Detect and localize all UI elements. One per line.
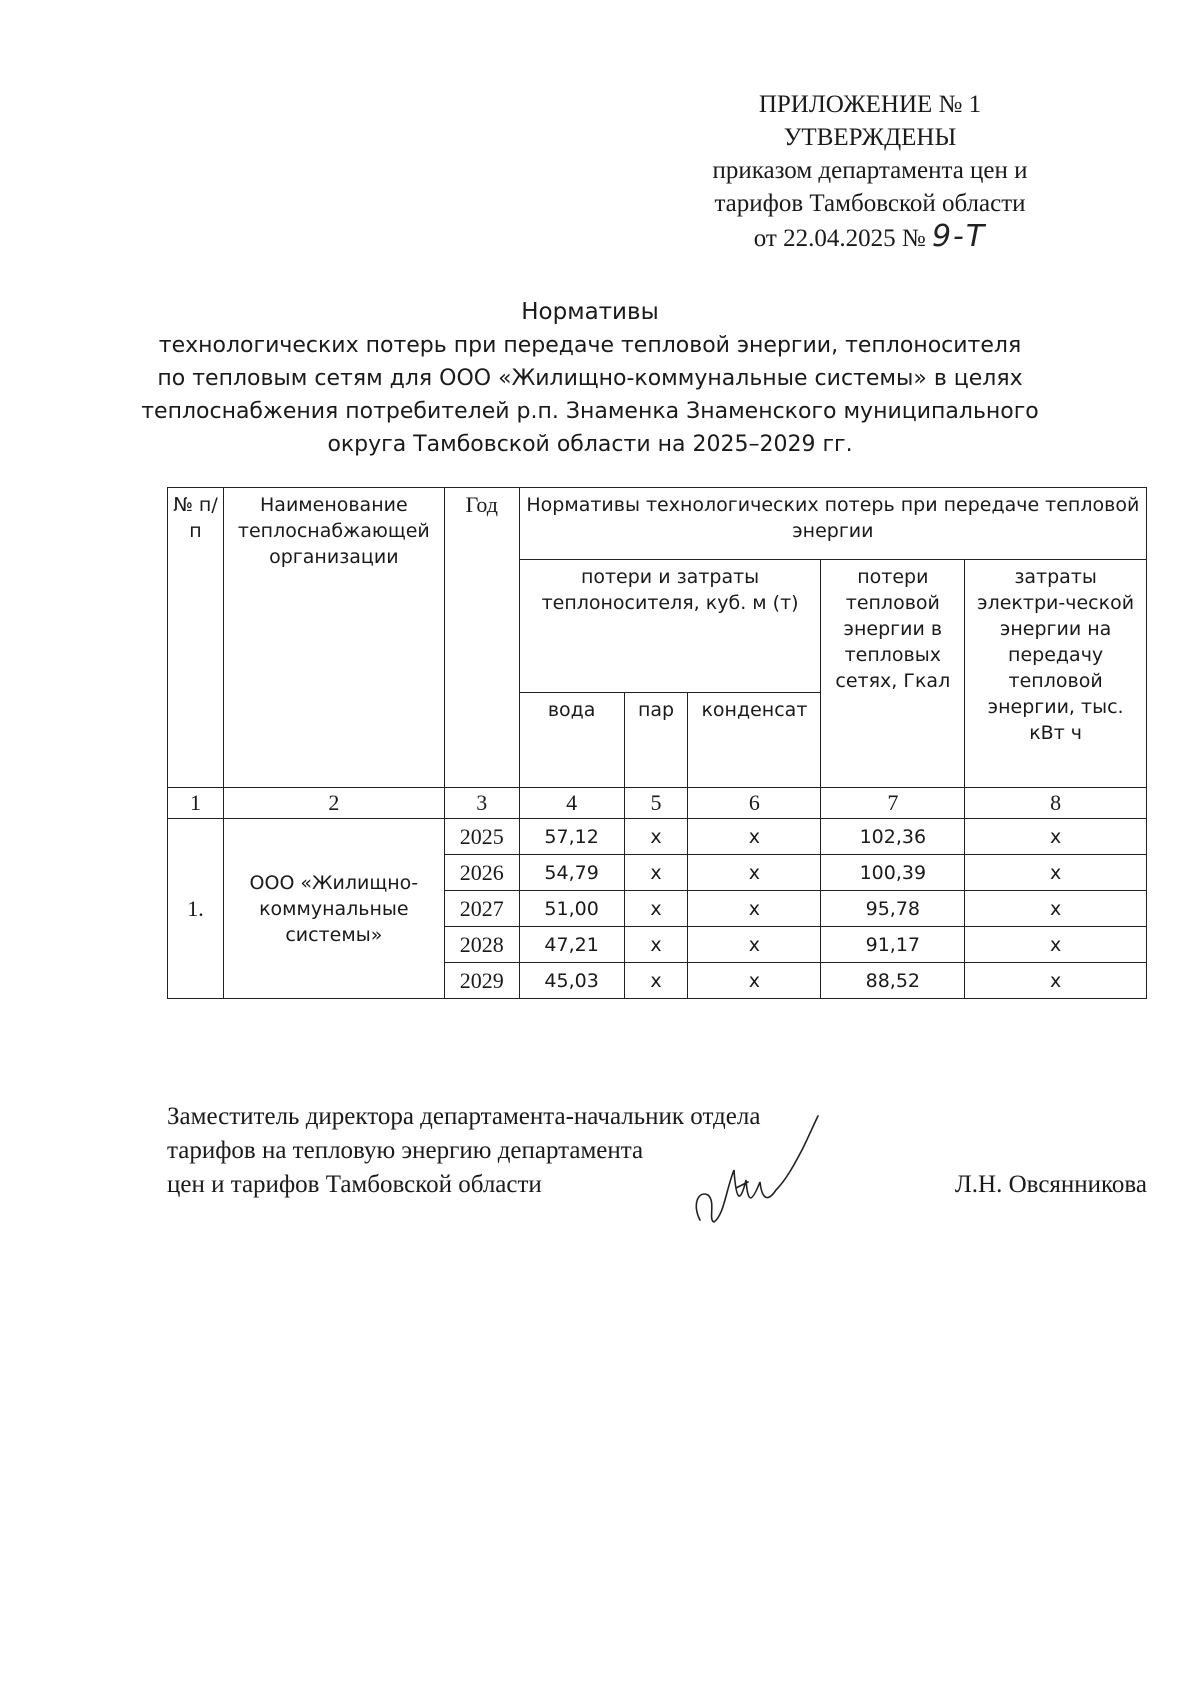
header-year: Год [444,488,519,788]
water-cell: 57,12 [519,819,624,855]
header-row-1 [168,488,1147,560]
header-org: Наименование теплоснабжающей организации [223,488,444,788]
condensate-cell: х [688,891,821,927]
title-line-3: по тепловым сетям для ООО «Жилищно-коммунальные системы» в целях [157,366,1023,391]
header-num: № п/п [168,488,224,788]
steam-cell: х [624,855,688,891]
col-number: 8 [965,788,1147,819]
electric-cell: х [965,963,1147,999]
year-cell: 2027 [444,891,519,927]
order-line-1: приказом департамента цен и [712,157,1028,184]
electric-cell: х [965,855,1147,891]
norms-table [167,487,1147,999]
col-number: 2 [223,788,444,819]
header-heat-loss: потери тепловой энергии в тепловых сетях, Гкал [821,560,965,788]
steam-cell: х [624,891,688,927]
col-number: 6 [688,788,821,819]
heat-loss-cell: 102,36 [821,819,965,855]
electric-cell: х [965,891,1147,927]
steam-cell: х [624,819,688,855]
title-line-4: теплоснабжения потребителей р.п. Знаменка Знаменского муниципального [141,399,1039,424]
year-cell: 2025 [444,819,519,855]
condensate-cell: х [688,927,821,963]
appendix-label: ПРИЛОЖЕНИЕ № 1 [758,91,982,118]
col-number: 3 [444,788,519,819]
header-water: вода [519,693,624,788]
order-date: от 22.04.2025 № [753,225,926,252]
document-title [120,296,1060,461]
year-cell: 2028 [444,927,519,963]
col-number: 5 [624,788,688,819]
column-number-row [168,788,1147,819]
condensate-cell: х [688,819,821,855]
header-condensate: конденсат [688,693,821,788]
order-date-line [620,220,1120,255]
heat-loss-cell: 95,78 [821,891,965,927]
signature-block [167,1100,1147,1202]
header-steam: пар [624,693,688,788]
year-cell: 2026 [444,855,519,891]
heat-loss-cell: 100,39 [821,855,965,891]
col-number: 7 [821,788,965,819]
order-number: 9-Т [931,219,987,254]
approval-block [620,88,1120,255]
signer-position-2: тарифов на тепловую энергию департамента [167,1137,644,1164]
electric-cell: х [965,819,1147,855]
header-carrier: потери и затраты теплоносителя, куб. м (т) [519,560,821,693]
year-cell: 2029 [444,963,519,999]
title-line-5: округа Тамбовской области на 2025–2029 гг. [327,432,853,457]
condensate-cell: х [688,963,821,999]
heat-loss-cell: 88,52 [821,963,965,999]
table-row [168,819,1147,855]
header-electric: затраты электри-ческой энергии на передачу тепловой энергии, тыс. кВт ч [965,560,1147,788]
condensate-cell: х [688,855,821,891]
heat-loss-cell: 91,17 [821,927,965,963]
header-norms: Нормативы технологических потерь при передаче тепловой энергии [519,488,1146,560]
row-number: 1. [168,819,224,999]
water-cell: 47,21 [519,927,624,963]
order-line-2: тарифов Тамбовской области [714,190,1026,217]
signer-position-3: цен и тарифов Тамбовской области [167,1171,542,1198]
col-number: 4 [519,788,624,819]
steam-cell: х [624,927,688,963]
signer-position-1: Заместитель директора департамента-начальник отдела [167,1103,761,1130]
approved-label: УТВЕРЖДЕНЫ [783,124,957,151]
col-number: 1 [168,788,224,819]
water-cell: 51,00 [519,891,624,927]
title-line-2: технологических потерь при передаче тепловой энергии, теплоносителя [158,333,1022,358]
handwritten-signature [690,1110,840,1230]
steam-cell: х [624,963,688,999]
signer-name: Л.Н. Овсянникова [954,1171,1147,1198]
organization-name: ООО «Жилищно-коммунальные системы» [223,819,444,999]
water-cell: 45,03 [519,963,624,999]
electric-cell: х [965,927,1147,963]
water-cell: 54,79 [519,855,624,891]
title-heading: Нормативы [521,299,659,325]
